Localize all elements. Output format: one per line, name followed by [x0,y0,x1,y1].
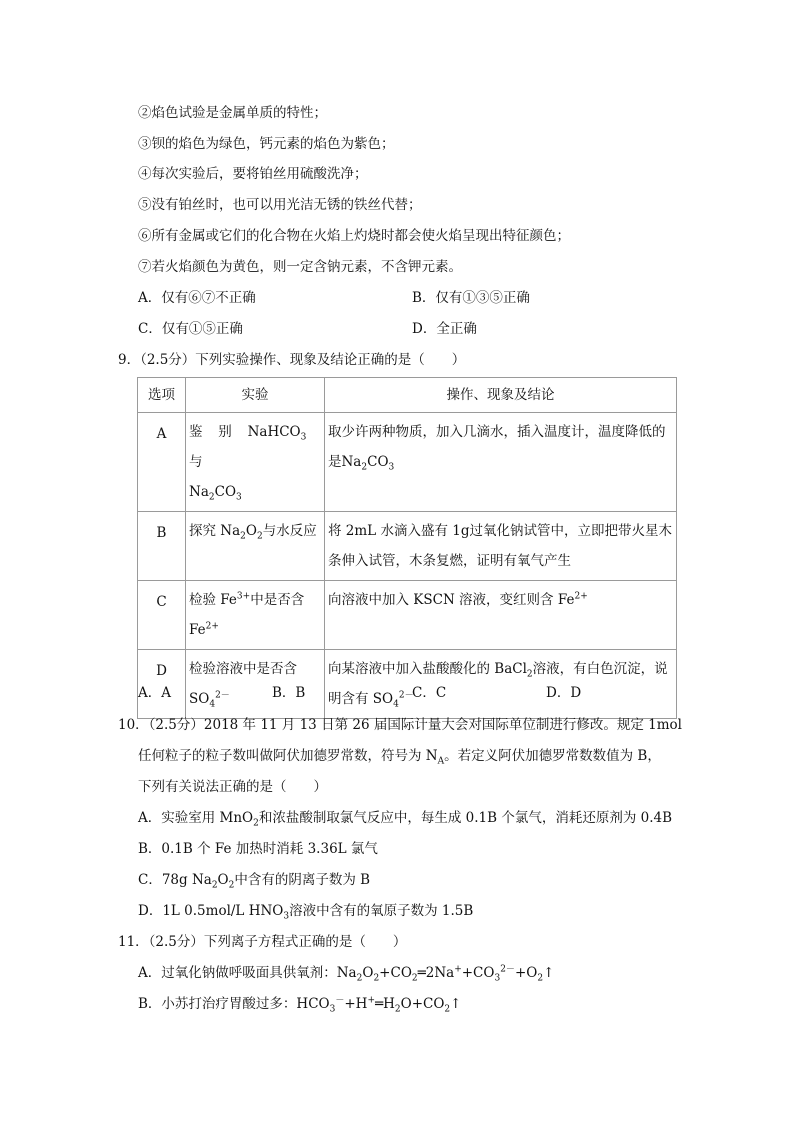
q8-option-c[interactable]: C．仅有①⑤正确 [138,321,243,337]
q9-row-b-result: 将 2mL 水滴入盛有 1g过氧化钠试管中，立即把带火星木 条伸入试管，木条复燃，证明有氧气产生 [325,512,677,581]
q11-option-a[interactable]: A．过氧化钠做呼吸面具供氧剂：$Na_2O_2+CO_2═2Na^++CO_3^{2-}+O_2↑$ [138,964,555,984]
q9-option-b[interactable]: B．B [272,685,306,701]
q9-header-experiment: 实验 [186,378,325,413]
q9-row-c-result: 向溶液中加入 KSCN 溶液，变红则含 $Fe^{2+}$ [325,581,677,650]
q9-table-header [138,378,677,413]
q9-row-b-experiment: 探究 $Na_2O_2$与水反应 [186,512,325,581]
q9-option-d[interactable]: D．D [546,685,582,701]
q8-statement-6: ⑥所有金属或它们的化合物在火焰上灼烧时都会使火焰呈现出特征颜色； [138,228,570,244]
table-row [138,512,677,581]
q8-option-b[interactable]: B．仅有①③⑤正确 [412,290,530,306]
q10-stem-line-1: 10．（2.5分）2018 年 11 月 13 日第 26 届国际计量大会对国际单位制进行修改。规定 1mol [118,717,682,733]
q11-option-b[interactable]: B．小苏打治疗胃酸过多：$HCO_3^-+H^+═H_2O+CO_2↑$ [138,995,462,1015]
q9-option-c[interactable]: C．C [412,685,447,701]
q9-row-d-experiment: 检验溶液中是否含 $SO_4^{2-}$ [186,650,325,719]
q9-row-a-experiment: 鉴 别 NaHCO$_3$ 与 $Na_2CO_3$ [186,413,325,512]
q8-option-a[interactable]: A．仅有⑥⑦不正确 [138,290,256,306]
q8-option-d[interactable]: D．全正确 [412,321,477,337]
q9-row-a-key: A [138,413,186,512]
q10-stem-line-2: 任何粒子的粒子数叫做阿伏加德罗常数，符号为 $N_A$。若定义阿伏加德罗常数数值为 B， [138,748,661,767]
q8-statement-2: ②焰色试验是金属单质的特性； [138,105,327,121]
q9-stem: 9．（2.5分）下列实验操作、现象及结论正确的是（ ） [118,352,466,368]
q10-option-c[interactable]: C．78g $Na_2O_2$中含有的阴离子数为 B [138,872,371,891]
q9-row-d-key: D [138,650,186,719]
q10-stem-line-3: 下列有关说法正确的是（ ） [138,779,327,795]
q9-table [137,377,677,719]
q11-stem: 11．（2.5分）下列离子方程式正确的是（ ） [118,934,407,950]
q9-row-c-experiment: 检验 $Fe^{3+}$中是否含 $Fe^{2+}$ [186,581,325,650]
q8-statement-5: ⑤没有铂丝时，也可以用光洁无锈的铁丝代替； [138,197,422,213]
q9-row-c-key: C [138,581,186,650]
q9-option-a[interactable]: A．A [138,685,171,701]
q9-row-a-result: 取少许两种物质，加入几滴水，插入温度计，温度降低的 是$Na_2CO_3$ [325,413,677,512]
q8-statement-7: ⑦若火焰颜色为黄色，则一定含钠元素，不含钾元素。 [138,259,462,275]
q9-header-result: 操作、现象及结论 [325,378,677,413]
q10-option-a[interactable]: A．实验室用 MnO$_2$和浓盐酸制取氯气反应中，每生成 0.1B 个氯气，消耗还原剂为 0.4B [138,810,673,829]
q9-header-option: 选项 [138,378,186,413]
table-row [138,413,677,512]
table-row [138,581,677,650]
q9-row-b-key: B [138,512,186,581]
q9-row-d-result: 向某溶液中加入盐酸酸化的 BaCl$_2$溶液，有白色沉淀，说 明含有 $SO_4^{2-}$ [325,650,677,719]
table-row [138,650,677,719]
q8-statement-4: ④每次实验后，要将铂丝用硫酸洗净； [138,166,368,182]
q8-statement-3: ③钡的焰色为绿色，钙元素的焰色为紫色； [138,136,395,152]
q10-option-d[interactable]: D．1L 0.5mol/L $HNO_3$溶液中含有的氧原子数为 1.5B [138,903,474,922]
q10-option-b[interactable]: B．0.1B 个 Fe 加热时消耗 3.36L 氯气 [138,841,378,857]
